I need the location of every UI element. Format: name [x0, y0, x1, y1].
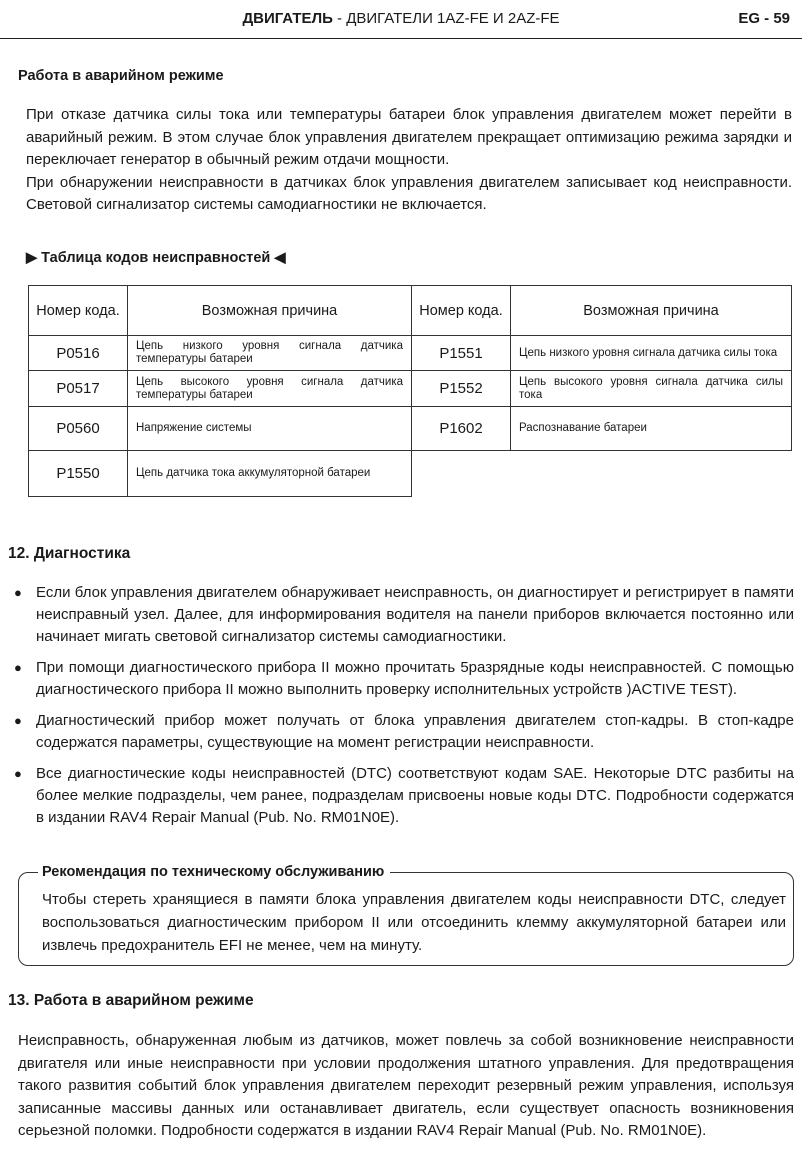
chapter-title-rest: - ДВИГАТЕЛИ 1AZ-FE И 2AZ-FE [332, 10, 560, 27]
dtc-table-right [411, 285, 792, 451]
table-row [29, 407, 412, 451]
table-row [412, 407, 792, 451]
page-number: EG - 59 [738, 10, 790, 27]
dtc-cause: Цепь высокого уровня сигнала датчика силы тока [511, 371, 792, 407]
list-item: ● При помощи диагностического прибора II можно прочитать 5разрядные коды неисправностей. С помощью диагностического прибора II можно выполнить проверку исполнительных устройств )ACTIVE TEST). [14, 657, 794, 701]
emergency-mode-heading: Работа в аварийном режиме [18, 68, 224, 84]
table-row [29, 451, 412, 497]
maintenance-note-title: Рекомендация по техническому обслуживанию [38, 864, 390, 880]
dtc-code: P1602 [412, 407, 511, 451]
section-13-heading: 13. Работа в аварийном режиме [8, 992, 254, 1009]
table-row [29, 371, 412, 407]
list-item: ● Диагностический прибор может получать от блока управления двигателем стоп-кадры. В стоп-кадре содержатся параметры, существующие на момент регистрации неисправности. [14, 710, 794, 754]
dtc-code: P0516 [29, 336, 128, 371]
dtc-table-title: ▶ Таблица кодов неисправностей ◀ [26, 250, 286, 266]
dtc-cause: Распознавание батареи [511, 407, 792, 451]
dtc-code: P0517 [29, 371, 128, 407]
dtc-code: P1550 [29, 451, 128, 497]
dtc-code: P0560 [29, 407, 128, 451]
table-row [412, 336, 792, 371]
dtc-code: P1551 [412, 336, 511, 371]
dtc-cause: Цепь низкого уровня сигнала датчика температуры батареи [128, 336, 412, 371]
header-cause: Возможная причина [511, 286, 792, 336]
header-code: Номер кода. [412, 286, 511, 336]
paragraph: При отказе датчика силы тока или температуры батареи блок управления двигателем может перейти в аварийный режим. В этом случае блок управления двигателем прекращает оптимизацию режима зарядки и переключает генератор в обычный режим отдачи мощности. [26, 106, 792, 168]
header-cause: Возможная причина [128, 286, 412, 336]
section-13-text: Неисправность, обнаруженная любым из датчиков, может повлечь за собой возникновение неисправности двигателя или иные неисправности при условии продолжения штатного управления. Для предотвращения такого развития событий блок управления двигателем переходит резервный режим управления, используя записанные массивы данных или останавливает двигатель, если существует опасность возникновения серьезной поломки. Подробности содержатся в издании RAV4 Repair Manual (Pub. No. RM01N0E). [18, 1032, 794, 1139]
emergency-mode-text [26, 104, 792, 217]
dtc-cause: Цепь низкого уровня сигнала датчика силы тока [511, 336, 792, 371]
dtc-table-left [28, 285, 412, 497]
chapter-title-bold: ДВИГАТЕЛЬ [242, 10, 333, 27]
dtc-cause: Цепь высокого уровня сигнала датчика температуры батареи [128, 371, 412, 407]
dtc-code: P1552 [412, 371, 511, 407]
dtc-cause: Цепь датчика тока аккумуляторной батареи [128, 451, 412, 497]
list-item: ● Если блок управления двигателем обнаруживает неисправность, он диагностирует и регистрирует в памяти неисправный узел. Далее, для информирования водителя на панели приборов включается постоянно или начинает мигать световой сигнализатор системы самодиагностики. [14, 582, 794, 648]
maintenance-note-text: Чтобы стереть хранящиеся в памяти блока управления двигателем коды неисправности DTC, следует воспользоваться диагностическим прибором II или отсоединить клемму аккумуляторной батареи или извлечь предохранитель EFI не менее, чем на минуту. [42, 891, 786, 954]
chapter-title [0, 10, 802, 27]
list-item: ● Все диагностические коды неисправностей (DTC) соответствуют кодам SAE. Некоторые DTC разбиты на более мелкие подразделы, чем ранее, подразделам присвоены новые коды DTC. Подробности содержатся в издании RAV4 Repair Manual (Pub. No. RM01N0E). [14, 763, 794, 829]
dtc-cause: Напряжение системы [128, 407, 412, 451]
table-row [29, 336, 412, 371]
table-row [412, 371, 792, 407]
paragraph: При обнаружении неисправности в датчиках блок управления двигателем записывает код неисправности. Световой сигнализатор системы самодиагностики не включается. [26, 173, 792, 213]
page-header [0, 0, 802, 39]
diagnostics-list [14, 582, 794, 838]
header-code: Номер кода. [29, 286, 128, 336]
section-12-heading: 12. Диагностика [8, 545, 131, 562]
